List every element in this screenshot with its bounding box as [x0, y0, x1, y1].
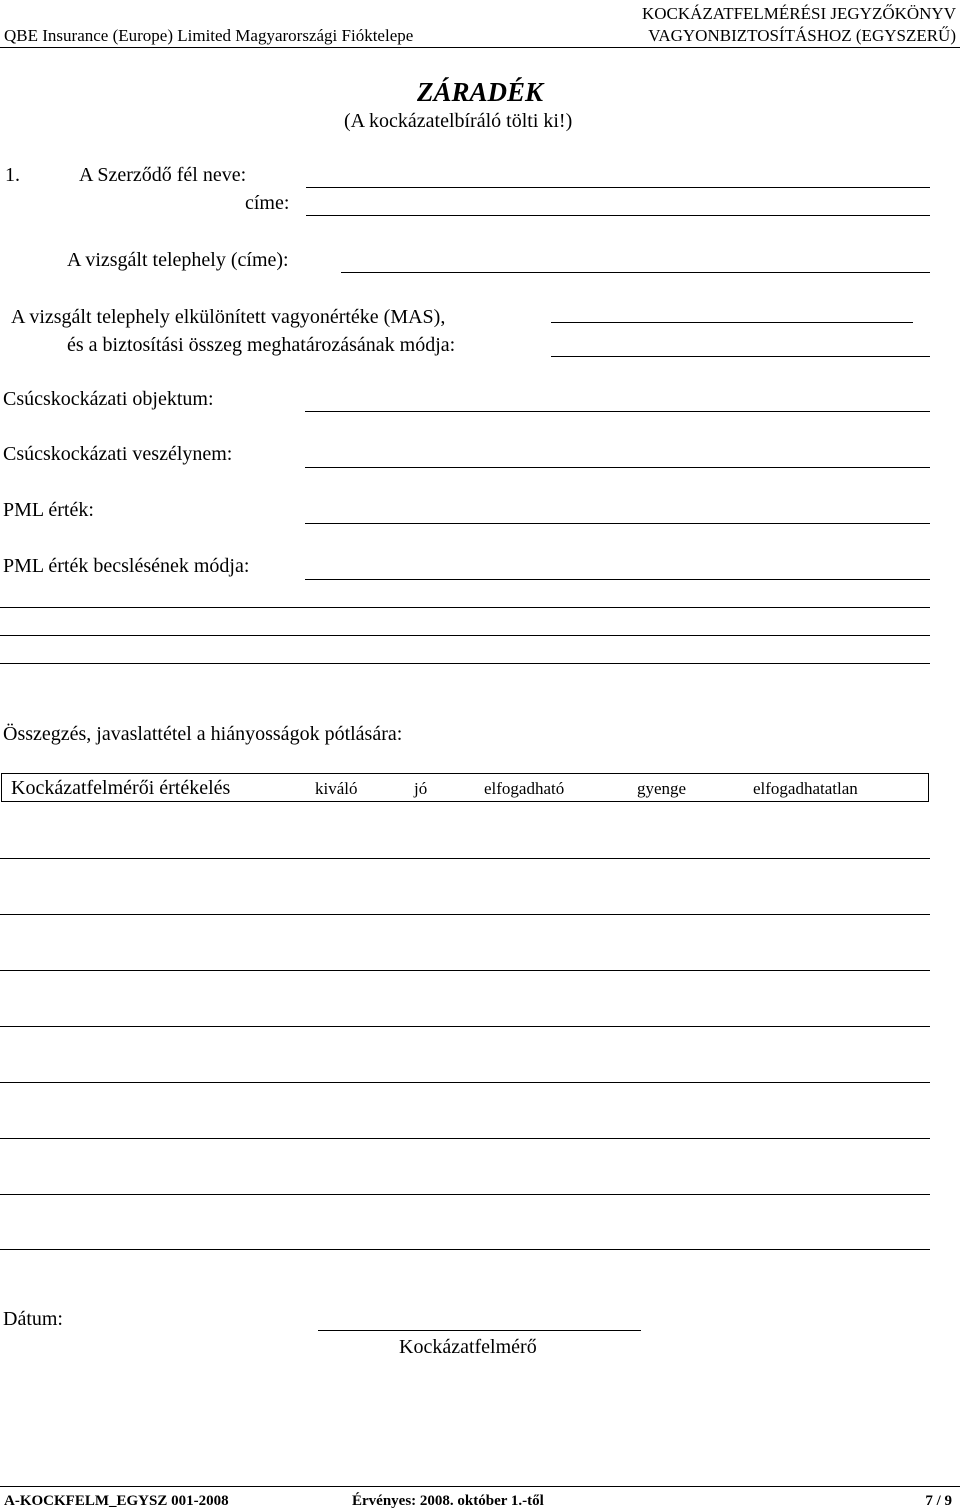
site-address-field[interactable] [341, 272, 930, 273]
party-name-field[interactable] [306, 187, 930, 188]
summary-label: Összegzés, javaslattétel a hiányosságok pótlására: [3, 723, 403, 745]
peak-peril-label: Csúcskockázati veszélynem: [3, 443, 233, 465]
summary-line-3[interactable] [0, 970, 930, 971]
rating-option-acceptable[interactable]: elfogadható [484, 779, 565, 798]
signer-label: Kockázatfelmérő [399, 1336, 537, 1358]
pml-method-line-2[interactable] [0, 607, 930, 608]
footer-divider [0, 1486, 960, 1487]
item-number: 1. [5, 164, 20, 186]
site-address-label: A vizsgált telephely (címe): [67, 249, 289, 271]
party-name-label: A Szerződő fél neve: [79, 164, 247, 186]
footer-code: A-KOCKFELM_EGYSZ 001-2008 [4, 1493, 229, 1509]
footer-page-number: 7 / 9 [925, 1493, 952, 1509]
section-subtitle: (A kockázatelbíráló tölti ki!) [344, 110, 573, 132]
party-address-label: címe: [245, 192, 290, 214]
rating-option-good[interactable]: jó [414, 779, 428, 798]
pml-method-line-4[interactable] [0, 663, 930, 664]
summary-line-8[interactable] [0, 1249, 930, 1250]
summary-line-6[interactable] [0, 1138, 930, 1139]
document-title-line-1: KOCKÁZATFELMÉRÉSI JEGYZŐKÖNYV [641, 4, 956, 23]
peak-object-label: Csúcskockázati objektum: [3, 388, 214, 410]
peak-object-field[interactable] [305, 411, 930, 412]
pml-method-line-3[interactable] [0, 635, 930, 636]
mas-label-line-2: és a biztosítási összeg meghatározásának módja: [67, 334, 456, 356]
rating-label: Kockázatfelmérői értékelés [11, 777, 231, 799]
footer-valid-from: Érvényes: 2008. október 1.-től [352, 1493, 544, 1509]
summary-line-1[interactable] [0, 858, 930, 859]
company-name: QBE Insurance (Europe) Limited Magyarországi Fióktelepe [4, 26, 414, 45]
peak-peril-field[interactable] [305, 467, 930, 468]
pml-value-label: PML érték: [3, 499, 94, 521]
pml-value-field[interactable] [305, 523, 930, 524]
rating-option-unacceptable[interactable]: elfogadhatatlan [753, 779, 858, 798]
sum-method-field[interactable] [551, 356, 930, 357]
pml-method-label: PML érték becslésének módja: [3, 555, 250, 577]
summary-line-4[interactable] [0, 1026, 930, 1027]
mas-field[interactable] [551, 322, 913, 323]
summary-line-5[interactable] [0, 1082, 930, 1083]
rating-option-weak[interactable]: gyenge [637, 779, 687, 798]
mas-label-line-1: A vizsgált telephely elkülönített vagyonértéke (MAS), [11, 306, 446, 328]
rating-option-excellent[interactable]: kiváló [315, 779, 358, 798]
rating-box [1, 773, 929, 802]
summary-line-2[interactable] [0, 914, 930, 915]
signature-field[interactable] [318, 1330, 641, 1331]
party-address-field[interactable] [306, 215, 930, 216]
date-label: Dátum: [3, 1308, 63, 1330]
section-title: ZÁRADÉK [416, 77, 544, 107]
summary-line-7[interactable] [0, 1194, 930, 1195]
document-title-line-2: VAGYONBIZTOSÍTÁSHOZ (EGYSZERŰ) [648, 26, 956, 45]
header-divider [0, 47, 960, 48]
pml-method-field[interactable] [305, 579, 930, 580]
